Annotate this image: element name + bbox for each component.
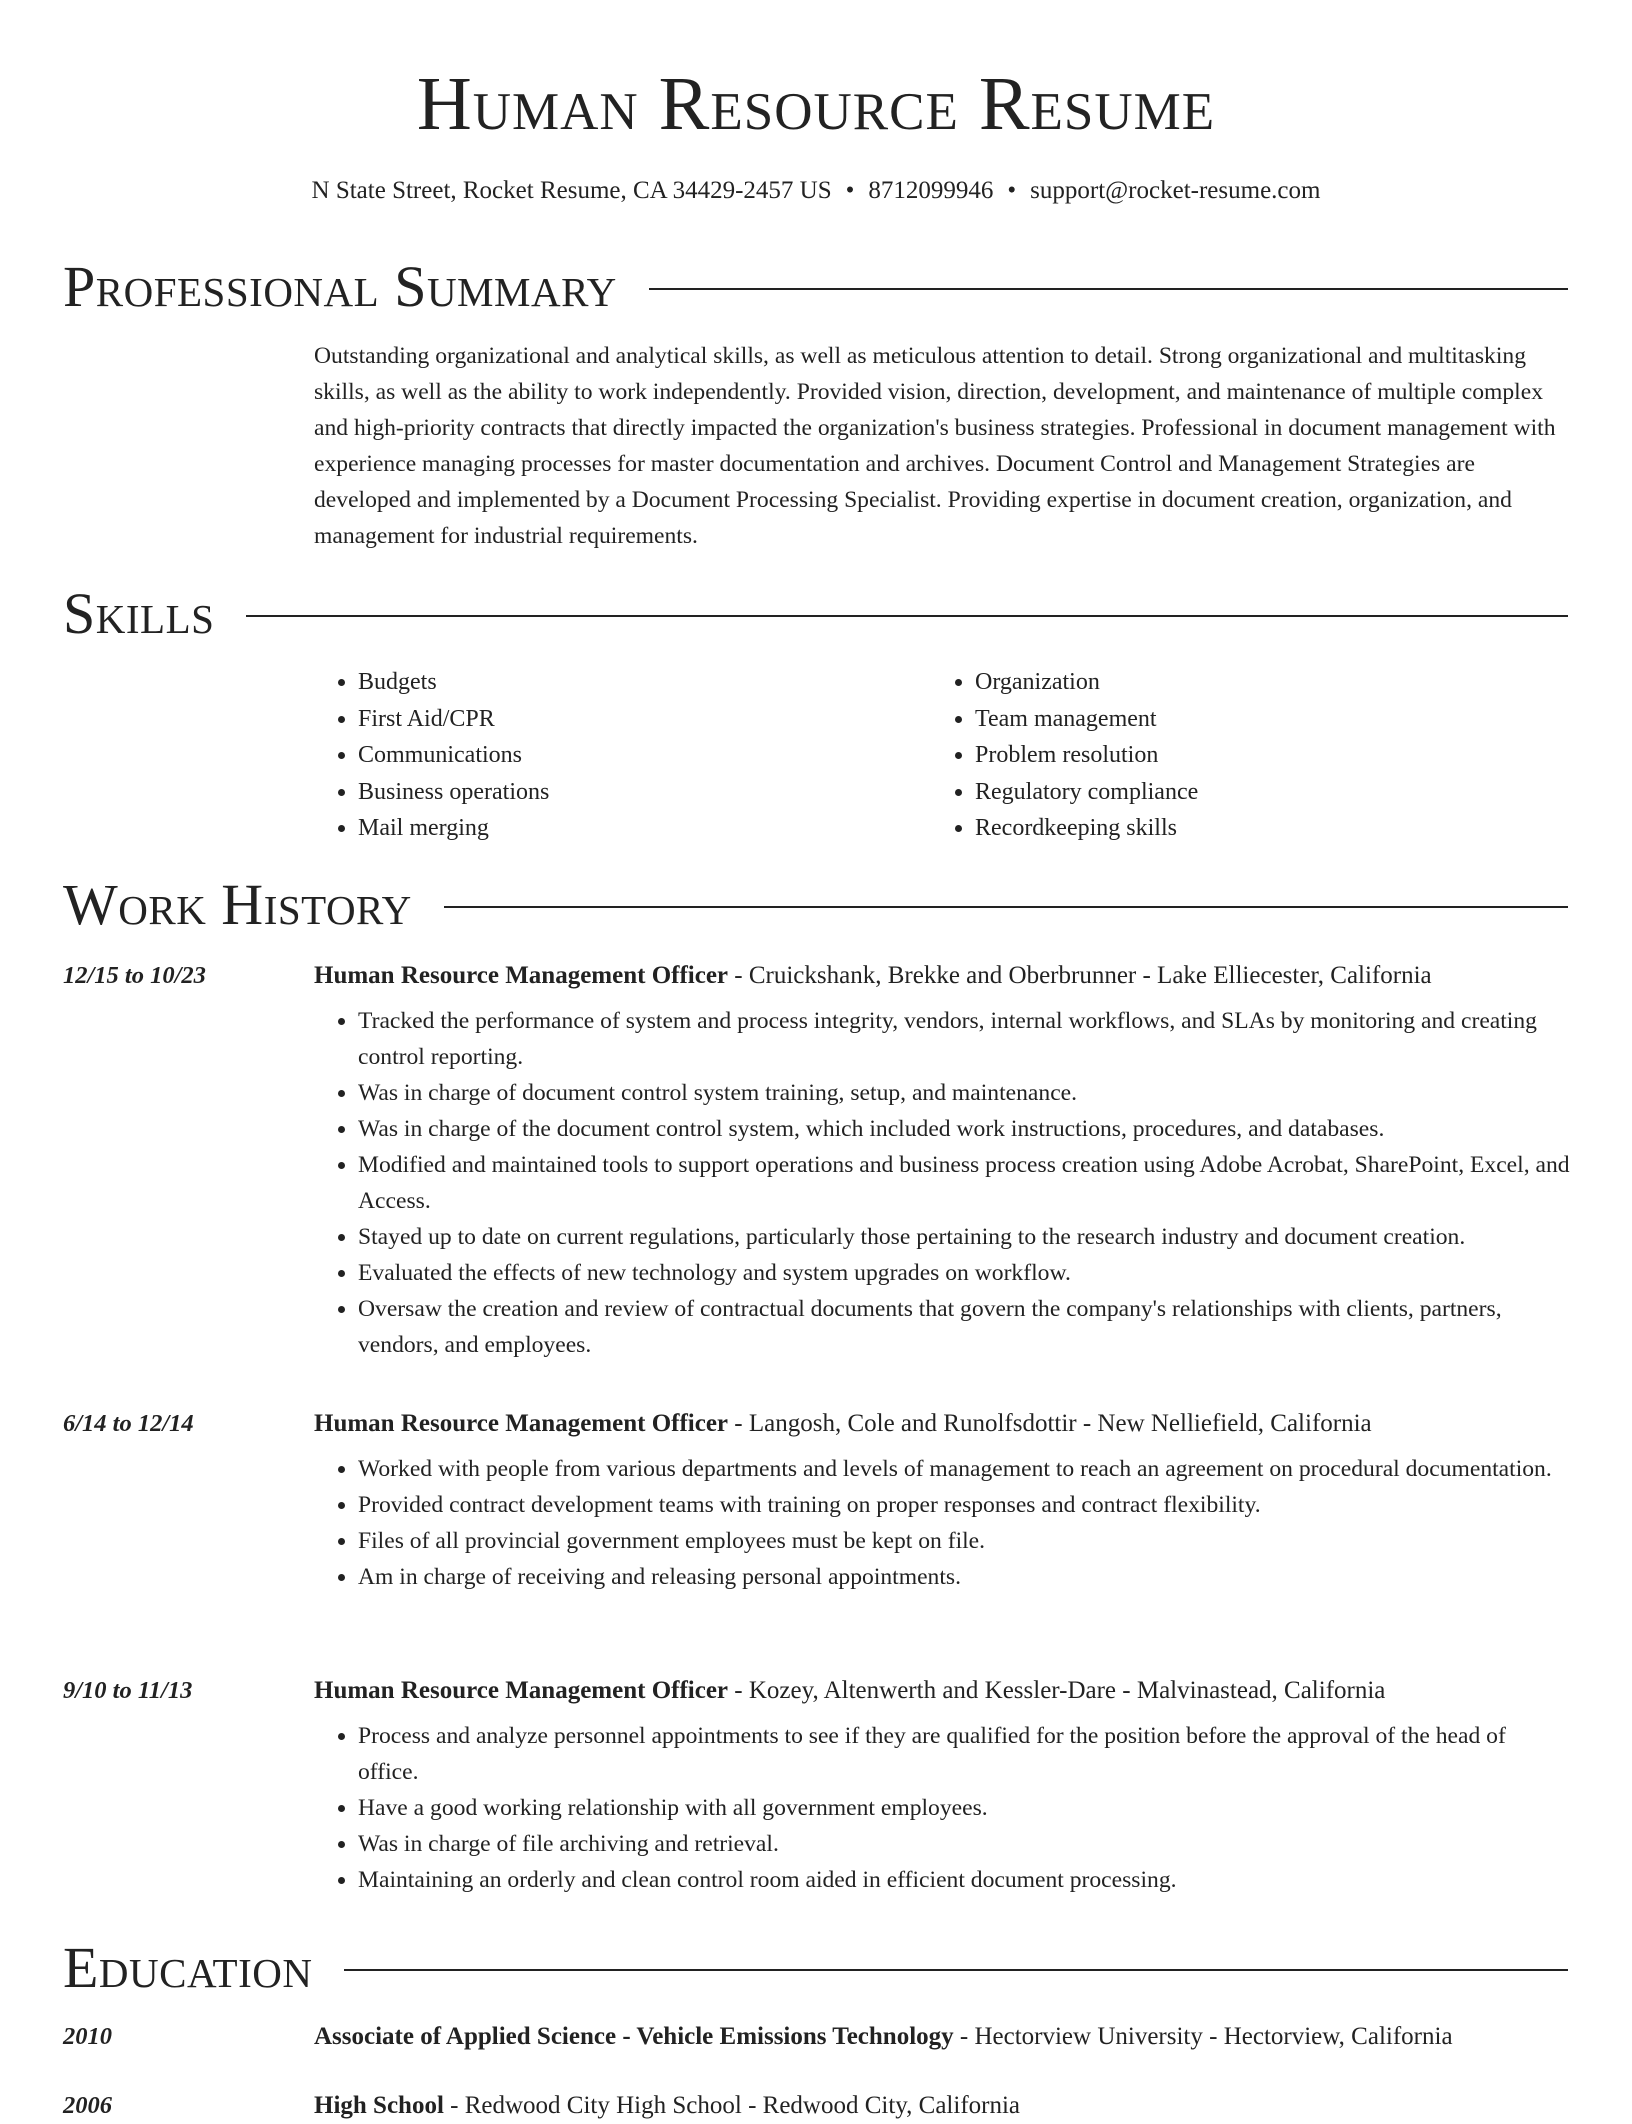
job-dates: 12/15 to 10/23 (63, 962, 206, 989)
summary-text: Outstanding organizational and analytical skills, as well as meticulous attention to detail. Strong organizational and multitasking skills, as well as the ability to work independently. Provided vision, direction, development, and maintenance of multiple complex and high-priority contracts that directly impacted the organization's business strategies. Professional in document management with experience managing processes for master documentation and archives. Document Control and Management Strategies are developed and implemented by a Document Processing Specialist. Providing expertise in document creation, organization, and management for industrial requirements. (314, 343, 1556, 549)
section-header-summary (63, 254, 1568, 320)
job-headline (314, 958, 1570, 994)
duty-item: • Oversaw the creation and review of contractual documents that govern the company's relationships with clients, partners, vendors, and employees. (358, 1291, 1570, 1363)
job-dates: 6/14 to 12/14 (63, 1410, 194, 1437)
job-duties (314, 1003, 1570, 1363)
contact-separator: • (1007, 177, 1017, 204)
duty-item: • Process and analyze personnel appointments to see if they are qualified for the position before the approval of the head of office. (358, 1718, 1570, 1790)
skills-list (314, 664, 1570, 847)
section-rule (649, 288, 1568, 290)
skill-item: • Regulatory compliance (975, 774, 1548, 811)
duty-item: • Have a good working relationship with all government employees. (358, 1790, 1570, 1826)
address: N State Street, Rocket Resume, CA 34429-2457 US (311, 177, 832, 204)
duty-item: • Was in charge of document control system training, setup, and maintenance. (358, 1075, 1570, 1111)
section-rule (344, 1969, 1568, 1971)
education-year: 2006 (63, 2092, 112, 2119)
skill-item: • Recordkeeping skills (975, 810, 1548, 847)
email: support@rocket-resume.com (1030, 177, 1321, 204)
section-rule (444, 906, 1568, 908)
job-headline (314, 1406, 1570, 1442)
skill-item: • Problem resolution (975, 737, 1548, 774)
phone: 8712099946 (868, 177, 994, 204)
section-title-work: Work History (63, 872, 412, 937)
section-header-skills (63, 581, 1568, 647)
skill-item: • Organization (975, 664, 1548, 701)
duty-item: • Tracked the performance of system and process integrity, vendors, internal workflows, and SLAs by monitoring and creating control reporting. (358, 1003, 1570, 1075)
skills-column-left (314, 664, 931, 847)
duty-item: • Files of all provincial government employees must be kept on file. (358, 1523, 1570, 1559)
contact-line (0, 174, 1632, 208)
skill-item: • Team management (975, 701, 1548, 738)
education-headline (314, 2019, 1570, 2055)
education-degree: High School (314, 2092, 444, 2119)
education-school: - Redwood City High School - Redwood City, California (443, 2092, 1021, 2119)
job-company: - Langosh, Cole and Runolfsdottir - New Nelliefield, California (728, 1410, 1372, 1437)
duty-item: • Evaluated the effects of new technology and system upgrades on workflow. (358, 1255, 1570, 1291)
section-title-education: Education (63, 1935, 313, 2000)
job-title: Human Resource Management Officer (314, 1410, 729, 1437)
education-degree: Associate of Applied Science - Vehicle Emissions Technology (314, 2023, 954, 2050)
section-header-work (63, 872, 1568, 938)
duty-item: • Provided contract development teams with training on proper responses and contract flexibility. (358, 1487, 1570, 1523)
duty-item: • Was in charge of file archiving and retrieval. (358, 1826, 1570, 1862)
skill-item: • Business operations (358, 774, 931, 811)
skill-item: • First Aid/CPR (358, 701, 931, 738)
job-title: Human Resource Management Officer (314, 962, 729, 989)
skill-item: • Budgets (358, 664, 931, 701)
skill-item: • Mail merging (358, 810, 931, 847)
section-rule (246, 615, 1568, 617)
section-header-education (63, 1935, 1568, 2001)
education-year: 2010 (63, 2023, 112, 2050)
section-title-skills: Skills (63, 581, 215, 646)
duty-item: • Am in charge of receiving and releasing personal appointments. (358, 1559, 1570, 1595)
skills-column-right (931, 664, 1548, 847)
job-title: Human Resource Management Officer (314, 1677, 729, 1704)
job-duties (314, 1718, 1570, 1898)
job-headline (314, 1673, 1570, 1709)
job-company: - Kozey, Altenwerth and Kessler-Dare - Malvinastead, California (728, 1677, 1386, 1704)
job-duties (314, 1451, 1570, 1595)
duty-item: • Modified and maintained tools to support operations and business process creation using Adobe Acrobat, SharePoint, Excel, and Access. (358, 1147, 1570, 1219)
skill-item: • Communications (358, 737, 931, 774)
duty-item: • Stayed up to date on current regulations, particularly those pertaining to the research industry and document creation. (358, 1219, 1570, 1255)
contact-separator: • (845, 177, 855, 204)
duty-item: • Was in charge of the document control system, which included work instructions, procedures, and databases. (358, 1111, 1570, 1147)
duty-item: • Maintaining an orderly and clean control room aided in efficient document processing. (358, 1862, 1570, 1898)
education-headline (314, 2088, 1570, 2124)
job-company: - Cruickshank, Brekke and Oberbrunner - Lake Elliecester, California (728, 962, 1432, 989)
duty-item: • Worked with people from various departments and levels of management to reach an agreement on procedural documentation. (358, 1451, 1570, 1487)
job-dates: 9/10 to 11/13 (63, 1677, 193, 1704)
resume-title: Human Resource Resume (416, 62, 1216, 146)
education-school: - Hectorview University - Hectorview, California (953, 2023, 1453, 2050)
section-title-summary: Professional Summary (63, 254, 617, 319)
